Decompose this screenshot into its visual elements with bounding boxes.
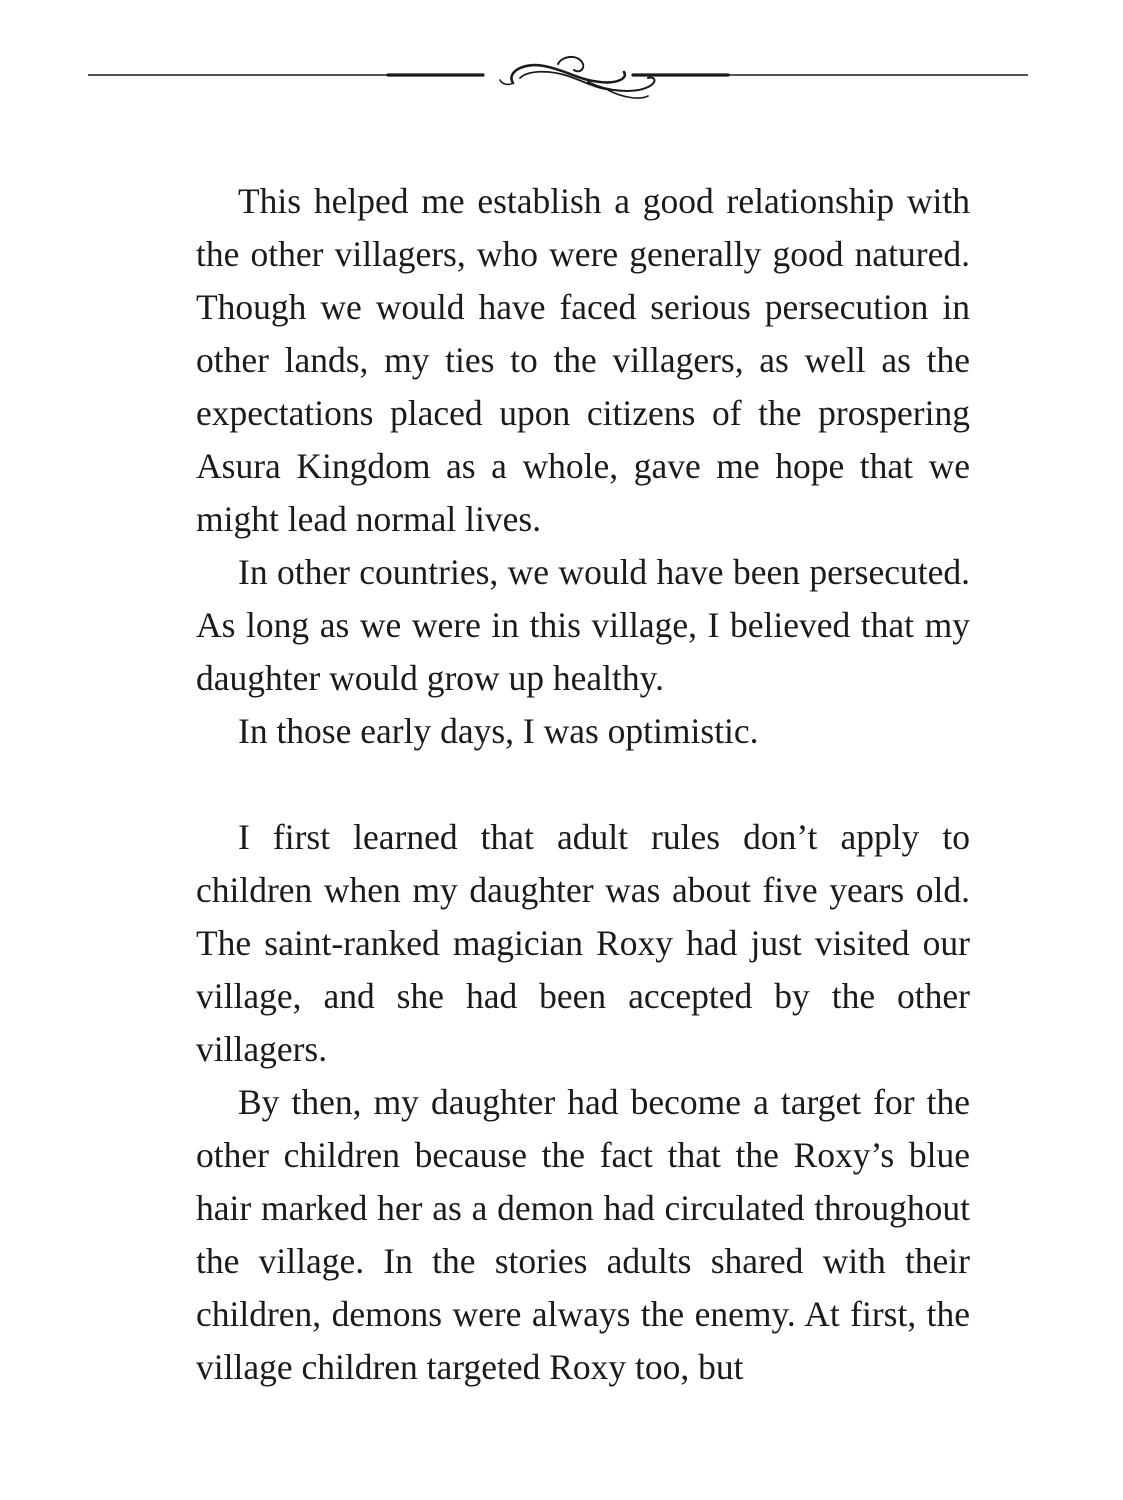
section-break [196, 758, 970, 811]
paragraph: By then, my daughter had become a target for the other children because the fact that the Roxy’s blue hair marked her as a demon had circulated throughout the village. In the stories adults shared with their children, demons were always the enemy. At first, the village children targeted Roxy too, but [196, 1082, 970, 1387]
paragraph: In those early days, I was optimistic. [238, 711, 759, 751]
paragraph: I first learned that adult rules don’t apply to children when my daughter was about five years old. The saint-ranked magician Roxy had just visited our village, and she had been accepted by the other villagers. [196, 817, 970, 1069]
paragraph: In other countries, we would have been persecuted. As long as we were in this village, I believed that my daughter would grow up healthy. [196, 552, 970, 698]
flourish-divider-icon [88, 50, 1028, 105]
body-text [196, 175, 970, 1394]
paragraph: This helped me establish a good relationship with the other villagers, who were generally good natured. Though we would have faced serious persecution in other lands, my ties to the villagers, as well as the expectations placed upon citizens of the prospering Asura Kingdom as a whole, gave me hope that we might lead normal lives. [196, 181, 970, 539]
